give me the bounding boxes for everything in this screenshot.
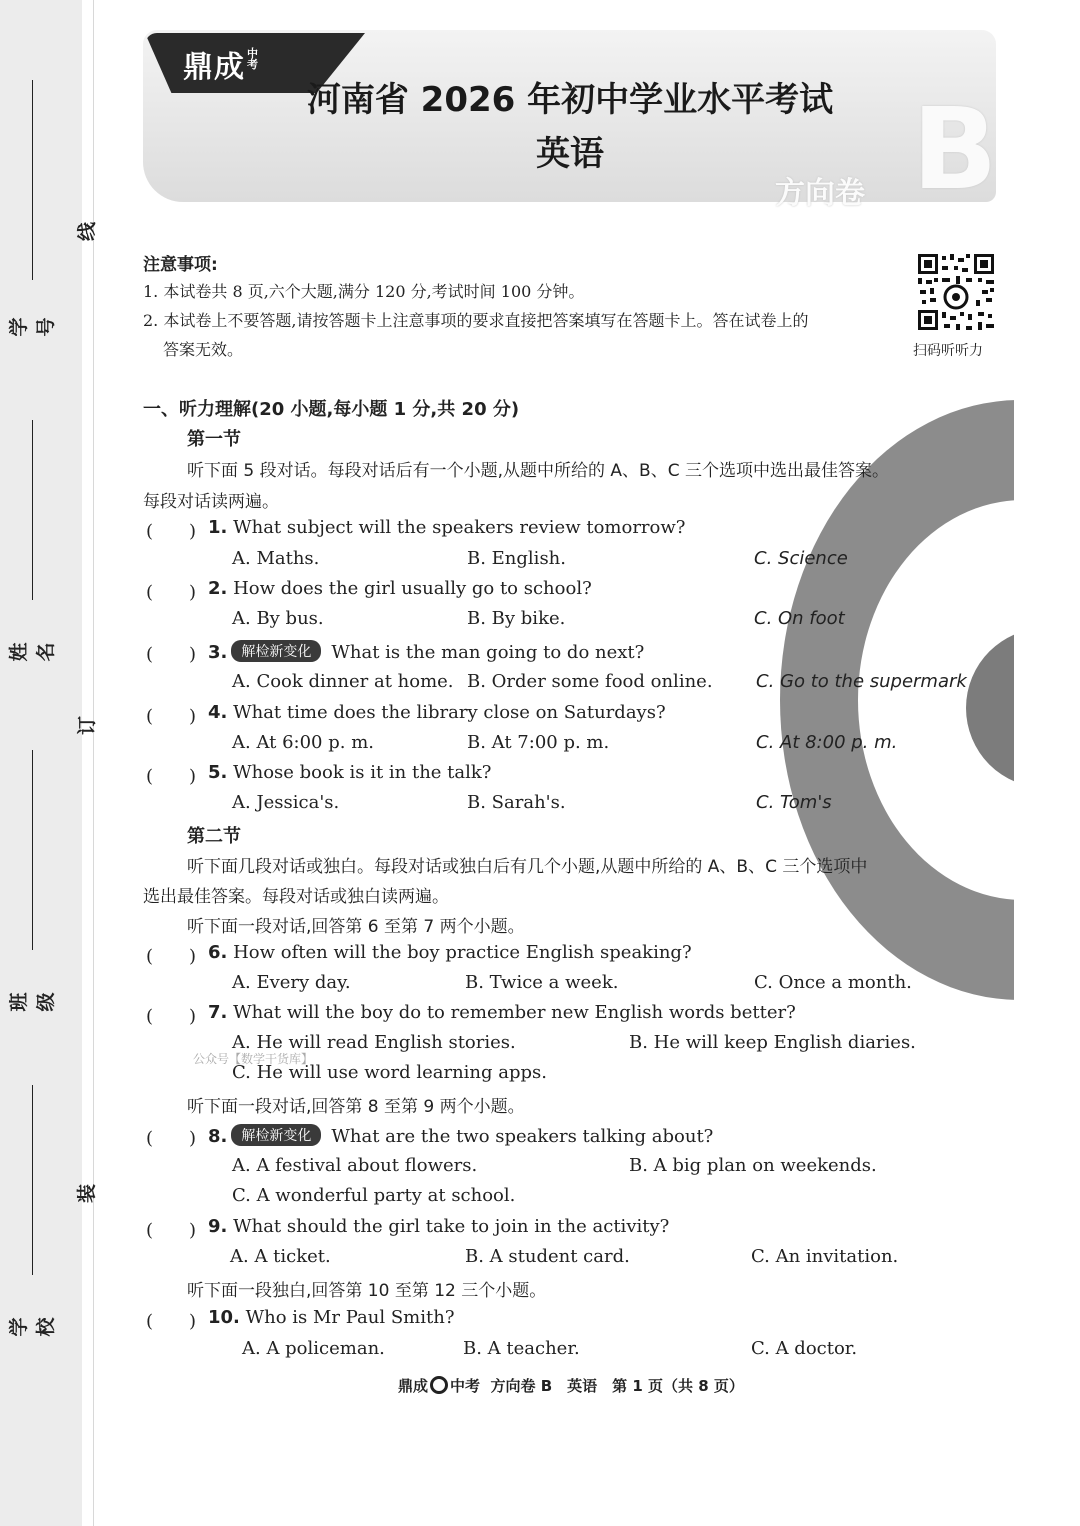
- answer-bracket[interactable]: ( ): [146, 521, 197, 542]
- class-line: [32, 750, 33, 950]
- q7-option-c: C. He will use word learning apps.: [232, 1062, 548, 1083]
- q4-option-b: B. At 7:00 p. m.: [467, 732, 610, 753]
- name-label: 姓名: [8, 642, 57, 662]
- q4-option-c: C. At 8:00 p. m.: [756, 732, 898, 753]
- paper-letter: B: [912, 85, 998, 215]
- q2-option-c: C. On foot: [754, 608, 845, 629]
- bind-mark-xian: 线: [76, 221, 99, 242]
- exam-subject: 英语: [536, 134, 604, 174]
- student-id-label: 学号: [8, 317, 57, 337]
- q9-option-b: B. A student card.: [465, 1246, 630, 1267]
- q9-option-a: A. A ticket.: [230, 1246, 331, 1267]
- question-5: 5. Whose book is it in the talk?: [208, 762, 492, 783]
- qr-caption: 扫码听听力: [913, 343, 983, 359]
- q1-option-b: B. English.: [467, 548, 566, 569]
- q6-option-c: C. Once a month.: [754, 972, 912, 993]
- question-6: 6. How often will the boy practice English speaking?: [208, 942, 692, 963]
- section-1-intro-line2: 每段对话读两遍。: [143, 492, 279, 512]
- section-2-intro-line2: 选出最佳答案。每段对话或独白读两遍。: [143, 887, 449, 907]
- section-2-heading: 第二节: [187, 826, 241, 847]
- student-id-line: [32, 80, 33, 280]
- binding-margin: [0, 0, 82, 1526]
- question-2: 2. How does the girl usually go to school?: [208, 578, 592, 599]
- answer-bracket[interactable]: ( ): [146, 1311, 197, 1332]
- q10-option-a: A. A policeman.: [242, 1338, 385, 1359]
- question-1: 1. What subject will the speakers review tomorrow?: [208, 517, 686, 538]
- q2-option-b: B. By bike.: [467, 608, 566, 629]
- question-9: 9. What should the girl take to join in the activity?: [208, 1216, 670, 1237]
- intro-q6-q7: 听下面一段对话,回答第 6 至第 7 两个小题。: [187, 917, 525, 937]
- question-10: 10. Who is Mr Paul Smith?: [208, 1307, 455, 1328]
- q3-option-a: A. Cook dinner at home.: [232, 671, 454, 692]
- school-label: 学校: [8, 1317, 57, 1337]
- class-label: 班级: [8, 992, 57, 1012]
- new-change-badge: 解检新变化: [231, 640, 321, 662]
- page-edge-mask: [1014, 380, 1080, 1020]
- q3-option-c: C. Go to the supermark: [756, 671, 967, 692]
- q8-option-b: B. A big plan on weekends.: [629, 1155, 877, 1176]
- q1-option-a: A. Maths.: [232, 548, 320, 569]
- q5-option-b: B. Sarah's.: [467, 792, 566, 813]
- footer-brand-sub: 中考: [450, 1377, 481, 1395]
- q1-option-c: C. Science: [754, 548, 848, 569]
- notice-item-1: 1. 本试卷共 8 页,六个大题,满分 120 分,考试时间 100 分钟。: [143, 282, 585, 301]
- q2-option-a: A. By bus.: [232, 608, 324, 629]
- footer-brand: 鼎成: [398, 1377, 429, 1395]
- bind-mark-zhuang: 装: [76, 1183, 99, 1204]
- section-1-intro-line1: 听下面 5 段对话。每段对话后有一个小题,从题中所给的 A、B、C 三个选项中选出最佳答案。: [187, 461, 889, 481]
- brand-logo: 鼎成: [183, 50, 245, 85]
- q10-option-c: C. A doctor.: [751, 1338, 858, 1359]
- page-footer: [398, 1375, 744, 1396]
- notice-title: 注意事项:: [143, 255, 218, 275]
- notice-item-2-cont: 答案无效。: [163, 340, 244, 359]
- q6-option-a: A. Every day.: [232, 972, 351, 993]
- q5-option-c: C. Tom's: [756, 792, 832, 813]
- q9-option-c: C. An invitation.: [751, 1246, 899, 1267]
- answer-bracket[interactable]: ( ): [146, 946, 197, 967]
- q10-option-b: B. A teacher.: [463, 1338, 580, 1359]
- watermark: 公众号【数学干货库】: [193, 1052, 314, 1066]
- qr-code-icon[interactable]: [916, 252, 996, 332]
- question-3: 3. 解检新变化 What is the man going to do next?: [208, 642, 645, 663]
- brand-ring-icon: [430, 1376, 448, 1394]
- q6-option-b: B. Twice a week.: [465, 972, 619, 993]
- intro-q8-q9: 听下面一段对话,回答第 8 至第 9 两个小题。: [187, 1097, 525, 1117]
- intro-q10-q12: 听下面一段独白,回答第 10 至第 12 三个小题。: [187, 1281, 547, 1301]
- paper-type: 方向卷: [775, 176, 865, 211]
- section-2-intro-line1: 听下面几段对话或独白。每段对话或独白后有几个小题,从题中所给的 A、B、C 三个选项中: [187, 857, 868, 877]
- new-change-badge: 解检新变化: [231, 1124, 321, 1146]
- q4-option-a: A. At 6:00 p. m.: [232, 732, 374, 753]
- school-line: [32, 1085, 33, 1275]
- answer-bracket[interactable]: ( ): [146, 1006, 197, 1027]
- brand-logo-sup: 中考: [247, 47, 258, 71]
- name-line: [32, 420, 33, 600]
- bind-mark-ding: 订: [76, 715, 99, 736]
- answer-bracket[interactable]: ( ): [146, 706, 197, 727]
- answer-bracket[interactable]: ( ): [146, 1220, 197, 1241]
- q8-option-a: A. A festival about flowers.: [232, 1155, 478, 1176]
- section-title-listening: 一、听力理解(20 小题,每小题 1 分,共 20 分): [143, 399, 520, 420]
- section-1-heading: 第一节: [187, 429, 241, 450]
- answer-bracket[interactable]: ( ): [146, 766, 197, 787]
- question-7: 7. What will the boy do to remember new English words better?: [208, 1002, 796, 1023]
- question-8: 8. 解检新变化 What are the two speakers talking about?: [208, 1126, 714, 1147]
- q7-option-a: A. He will read English stories.: [232, 1032, 516, 1053]
- answer-bracket[interactable]: ( ): [146, 644, 197, 665]
- q8-option-c: C. A wonderful party at school.: [232, 1185, 516, 1206]
- q5-option-a: A. Jessica's.: [232, 792, 340, 813]
- answer-bracket[interactable]: ( ): [146, 1128, 197, 1149]
- q3-option-b: B. Order some food online.: [467, 671, 713, 692]
- answer-bracket[interactable]: ( ): [146, 582, 197, 603]
- question-4: 4. What time does the library close on Saturdays?: [208, 702, 666, 723]
- notice-item-2: 2. 本试卷上不要答题,请按答题卡上注意事项的要求直接把答案填写在答题卡上。答在试卷上的: [143, 311, 809, 330]
- exam-title: 河南省 2026 年初中学业水平考试: [306, 80, 834, 120]
- q7-option-b: B. He will keep English diaries.: [629, 1032, 916, 1053]
- footer-page-info: 方向卷 B 英语 第 1 页（共 8 页）: [490, 1377, 744, 1395]
